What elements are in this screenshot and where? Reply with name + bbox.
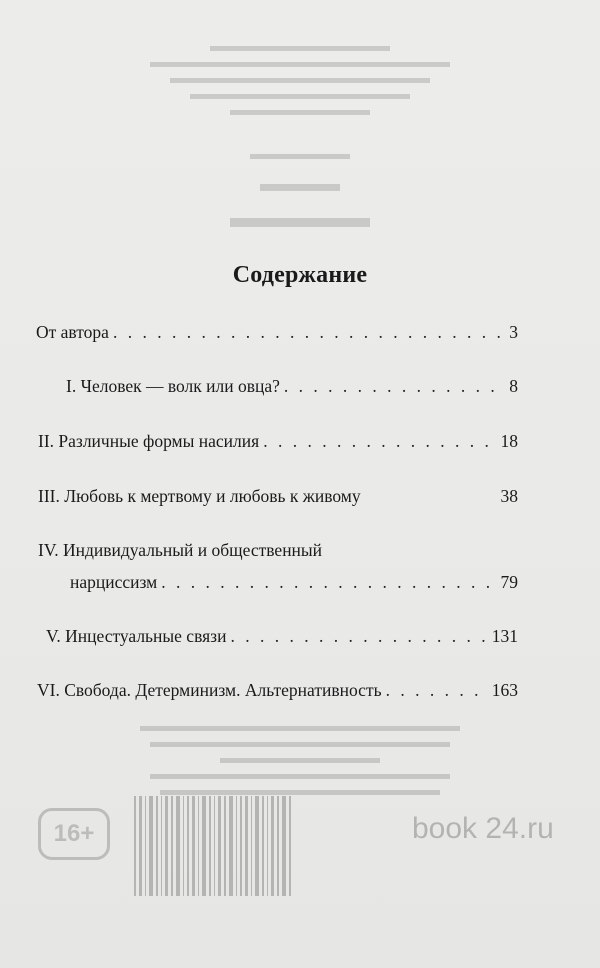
toc-page-number: 79 [500,572,518,592]
toc-entry-foreword[interactable] [36,318,518,346]
toc-entry-label-line1: IV. Индивидуальный и общественный [38,540,323,560]
leader-dots [113,318,505,346]
leader-dots [161,568,496,596]
toc-entry-chapter-6[interactable] [36,676,518,704]
toc-entry-label: От автора [36,322,109,342]
toc-entry-label: V. Инцестуальные связи [46,626,227,646]
toc-entry-label: II. Различные формы насилия [38,431,260,451]
toc-entry-chapter-2[interactable] [36,427,518,455]
toc-page-number: 3 [509,322,518,342]
book24-logo: book 24.ru [412,812,554,845]
barcode-icon [130,786,300,912]
leader-dots [263,427,496,455]
toc-page-number: 131 [491,626,518,646]
toc-entry-label-line2: нарциссизм [70,572,158,592]
toc-entry-chapter-3[interactable] [36,482,518,510]
toc-entry-label: III. Любовь к мертвому и любовь к живому [38,486,361,506]
age-rating-badge: 16+ [38,808,110,860]
toc-entry-label: I. Человек — волк или овца? [66,376,280,396]
toc-entry-chapter-5[interactable] [36,622,518,650]
leader-dots [230,622,487,650]
toc-page-number: 8 [509,376,518,396]
toc-entry-chapter-1[interactable] [36,372,518,400]
toc-entry-chapter-4[interactable] [36,536,518,596]
toc-page-number: 163 [491,680,518,700]
leader-dots [386,676,488,704]
toc-title: Содержание [232,262,368,288]
toc-page-number: 18 [500,431,518,451]
toc-entry-label: VI. Свобода. Детерминизм. Альтернативность [37,680,382,700]
leader-dots [284,372,505,400]
toc-page-number: 38 [500,486,518,506]
